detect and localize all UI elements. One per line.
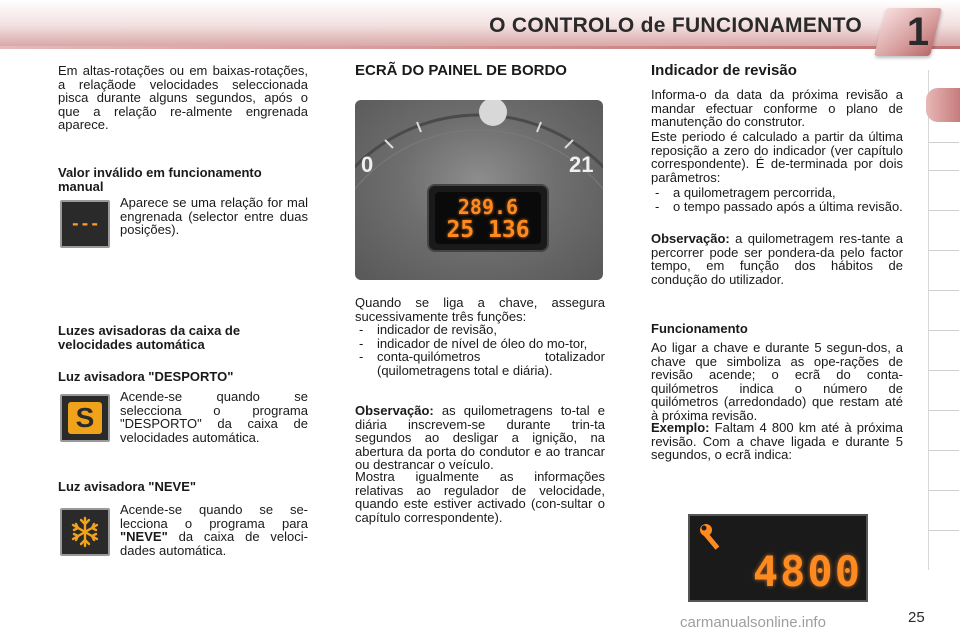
sport-mode-icon <box>60 394 110 442</box>
page-title: O CONTROLO de FUNCIONAMENTO <box>489 14 862 37</box>
snow-text-b: da caixa de veloci-dades automática. <box>120 529 308 558</box>
trip-odometer: 289.6 <box>457 195 519 219</box>
observation-label: Observação: <box>651 231 730 246</box>
tab-divider <box>929 530 959 531</box>
odometer-lcd <box>427 184 549 252</box>
tab-divider <box>929 250 959 251</box>
operation-text: Ao ligar a chave e durante 5 segun-dos, a chave que simboliza as ope-rações de revisão acende; o ecrã do conta-quilómetros indica o número de quilómetros (arredondado) que restam até à próxima revisão. <box>651 340 903 423</box>
tab-divider <box>929 370 959 371</box>
service-parameters-list <box>651 186 903 213</box>
tab-divider <box>929 450 959 451</box>
sport-light-text: Acende-se quando se selecciona o programa "DESPORTO" da caixa de velocidades automática. <box>120 389 308 445</box>
sport-letter: S <box>75 402 95 433</box>
tab-divider <box>929 210 959 211</box>
tab-divider <box>929 330 959 331</box>
example-label: Exemplo: <box>651 420 710 435</box>
invalid-value-text: Aparece se uma relação for mal engrenada (selector entre duas posições). <box>120 195 308 237</box>
tab-divider <box>929 290 959 291</box>
tab-divider <box>929 410 959 411</box>
chapter-number: 1 <box>906 10 930 54</box>
snow-text-bold: "NEVE" <box>120 529 168 544</box>
operation-heading: Funcionamento <box>651 321 748 336</box>
automatic-gearbox-heading: Luzes avisadoras da caixa de velocidades automática <box>58 323 241 352</box>
header-divider <box>0 46 960 49</box>
gauge-label-21: 21 <box>569 152 594 177</box>
sport-light-heading: Luz avisadora "DESPORTO" <box>58 369 234 384</box>
observation-label: Observação: <box>355 403 434 418</box>
example-text: Faltam 4 800 km até à próxima revisão. Com a chave ligada e durante 5 segundos, o ecrã indica: <box>651 420 903 462</box>
list-item: - indicador de nível de óleo do mo-tor, <box>355 337 605 351</box>
example-paragraph <box>651 421 903 462</box>
dashboard-intro: Quando se liga a chave, assegura sucessivamente três funções: <box>355 295 605 324</box>
list-item: - indicador de revisão, <box>355 323 605 337</box>
service-display-photo <box>688 514 868 602</box>
list-item: - conta-quilómetros totalizador (quilometragens total e diária). <box>355 350 605 377</box>
dashes-icon-text: --- <box>70 214 100 233</box>
list-item: - a quilometragem percorrida, <box>651 186 903 200</box>
intro-paragraph: Em altas-rotações ou em baixas-rotações, a relaçãode velocidades seleccionada pisca durante alguns segundos, após o que a relação re-almente engrenada aparece. <box>58 63 308 132</box>
snow-light-text <box>120 503 308 557</box>
tab-divider <box>929 142 959 143</box>
dashboard-screen-heading: ECRÃ DO PAINEL DE BORDO <box>355 62 567 79</box>
invalid-gear-warning-icon <box>60 200 110 248</box>
tab-divider <box>929 490 959 491</box>
tab-active-chapter <box>926 88 960 122</box>
dashboard-functions-list <box>355 323 605 377</box>
tab-divider <box>929 170 959 171</box>
service-period-text: Este periodo é calculado a partir da última reposição a zero do indicador (ver capítulo correspondente). É de-terminada por dois parâmetros: <box>651 129 903 185</box>
service-km-display: 4800 <box>752 547 862 596</box>
gauge-label-zero: 0 <box>361 152 374 177</box>
total-odometer: 25 136 <box>446 217 530 243</box>
invalid-value-heading: Valor inválido em funcionamento manual <box>58 165 262 194</box>
wrench-icon <box>698 522 728 552</box>
observation-text: a quilometragem res-tante a percorrer pode ser pondera-da pelo factor tempo, em função dos hábitos de condução do utilizador. <box>651 231 903 287</box>
dashboard-photo <box>355 100 603 280</box>
cruise-control-note: Mostra igualmente as informações relativas ao regulador de velocidade, quando este estiver activado (con-sultar o capítulo correspondente). <box>355 469 605 525</box>
service-observation <box>651 232 903 286</box>
footer-watermark: carmanualsonline.info <box>680 614 826 631</box>
snow-text-a: Acende-se quando se se-lecciona o programa para <box>120 502 308 531</box>
observation-text: as quilometragens to-tal e diária inscrevem-se durante trin-ta segundos ao desligar a ignição, na abertura da porta do condutor e ao trancar ou destrancar o veículo. <box>355 403 605 472</box>
service-indicator-heading: Indicador de revisão <box>651 62 797 79</box>
dashboard-observation <box>355 404 605 472</box>
snowflake-icon <box>60 508 110 556</box>
page-number: 25 <box>908 609 925 626</box>
chapter-tabs <box>928 70 960 570</box>
list-item: - o tempo passado após a última revisão. <box>651 200 903 214</box>
snow-light-heading: Luz avisadora "NEVE" <box>58 479 197 494</box>
service-intro: Informa-o da data da próxima revisão a mandar efectuar conforme o plano de manutenção do construtor. <box>651 87 903 129</box>
